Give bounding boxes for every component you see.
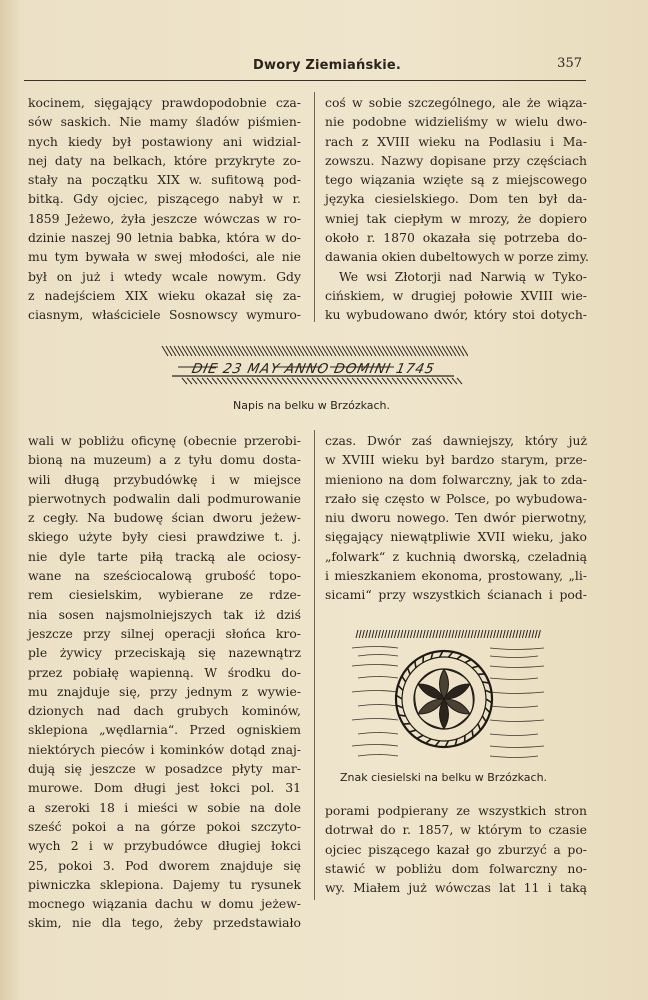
text-line: mu tym bywała w swej młodości, ale nie — [28, 249, 301, 265]
column-bottom-right-upper — [325, 431, 587, 605]
text-line: stawić w pobliżu dom folwarczny no- — [325, 860, 587, 876]
text-line: języka ciesielskiego. Dom ten był da- — [325, 191, 587, 207]
text-line: dzionych nad dach grubych kominów, — [28, 703, 301, 719]
text-line: cińskiem, w drugiej połowie XVIII wie- — [325, 287, 587, 303]
text-line: niu dworu nowego. Ten dwór pierwotny, — [325, 510, 587, 526]
rosette-mark — [396, 651, 492, 747]
text-line: nia sosen najsmolniejszych tak iż dziś — [28, 606, 301, 622]
text-line: bioną na muzeum) a z tyłu domu dosta- — [28, 452, 301, 468]
text-line: 25, pokoi 3. Pod dworem znajduje się — [28, 857, 301, 873]
text-line: tego wiązania wzięte są z miejscowego — [325, 172, 587, 188]
inscription-caption: Napis na belku w Brzózkach. — [233, 399, 391, 412]
text-line: czas. Dwór zaś dawniejszy, który już — [325, 433, 587, 448]
text-line: ojciec piszącego kazał go zburzyć a po- — [325, 841, 587, 857]
text-line: wali w pobliżu oficynę (obecnie przerobi- — [28, 433, 301, 448]
text-line: nie podobne widzieliśmy w wielu dwo- — [325, 114, 587, 130]
text-line: z nadejściem XIX wieku okazał się za- — [28, 287, 301, 303]
text-line: zowszu. Nazwy dopisane przy częściach — [325, 152, 587, 168]
text-line: wych 2 i w przybudówce długiej łokci — [28, 838, 301, 854]
carpenter-mark-caption: Znak ciesielski na belku w Brzózkach. — [340, 771, 548, 784]
text-line: rzało się często w Polsce, po wybudowa- — [325, 490, 587, 506]
text-line: wniej tak ciepłym w mrozy, że dopiero — [325, 210, 587, 226]
inscription-beam-figure — [158, 342, 468, 386]
text-line: piwniczka sklepiona. Dajemy tu rysunek — [28, 876, 301, 892]
text-line: We wsi Złotorji nad Narwią w Tyko- — [339, 268, 587, 284]
text-line: wili długą przybudówkę i w miejsce — [28, 471, 301, 487]
column-top-right — [325, 93, 587, 325]
text-line: stały na początku XIX w. sufitową pod- — [28, 172, 301, 188]
text-line: dują się jeszcze w posadzce płyty mar- — [28, 761, 301, 777]
text-line: ple żywicy przeciskają się nazewnątrz — [28, 645, 301, 661]
text-line: skiego użyte były ciesi prawdziwe t. j. — [28, 529, 301, 545]
text-line: jeszcze przy silnej operacji słońca kro- — [28, 625, 301, 641]
inscription-text: DIE 23 MAY ANNO DOMINI 1745 — [190, 361, 437, 377]
text-line: ku wybudowano dwór, który stoi dotych- — [325, 307, 587, 323]
text-line: pierwotnych podwalin dali podmurowanie — [28, 490, 301, 506]
text-line: kocinem, sięgający prawdopodobnie cza- — [28, 95, 301, 110]
running-title: Dwory Ziemiańskie. — [253, 58, 402, 73]
text-line: około r. 1870 okazała się potrzeba do- — [325, 230, 587, 246]
text-line: wane na sześciocalową grubość topo- — [28, 568, 301, 584]
text-line: sześć pokoi a na górze pokoi szczyto- — [28, 818, 301, 834]
text-line: „folwark“ z kuchnią dworską, czeladnią — [325, 548, 587, 564]
text-line: był on już i wtedy wcale nowym. Gdy — [28, 268, 301, 284]
text-line: sów saskich. Nie mamy śladów piśmien- — [28, 114, 301, 130]
text-line: ciasnym, właściciele Sosnowscy wymuro- — [28, 307, 301, 323]
running-header — [24, 56, 586, 81]
column-divider-top — [314, 92, 315, 322]
text-line: niektórych pieców i kominków dotąd znaj- — [28, 741, 301, 757]
column-bottom-left — [28, 431, 301, 933]
text-line: sklepiona „wędlarnia“. Przed ogniskiem — [28, 722, 301, 738]
text-line: sięgający niewątpliwie XVII wieku, jako — [325, 529, 587, 545]
text-line: przez pobiałę wapienną. W środku do- — [28, 664, 301, 680]
text-line: i mieszkaniem ekonoma, prostowany, „li- — [325, 568, 587, 584]
text-line: bitką. Gdy ojciec, piszącego nabył w r. — [28, 191, 301, 207]
text-line: porami podpierany ze wszystkich stron — [325, 803, 587, 818]
text-line: a szeroki 18 i mieści w sobie na dole — [28, 799, 301, 815]
text-line: wy. Miałem już wówczas lat 11 i taką — [325, 880, 587, 896]
text-line: rach z XVIII wieku na Podlasiu i Ma- — [325, 133, 587, 149]
carpenter-mark-figure — [348, 626, 550, 764]
text-line: mu znajduje się, przy jednym z wywie- — [28, 683, 301, 699]
page-number: 357 — [557, 56, 582, 71]
text-line: nej daty na belkach, które przykryte zo- — [28, 152, 301, 168]
text-line: 1859 Jeżewo, żyła jeszcze wówczas w ro- — [28, 210, 301, 226]
text-line: coś w sobie szczególnego, ale że wiąza- — [325, 95, 587, 110]
text-line: sicami“ przy wszystkich ścianach i pod- — [325, 587, 587, 603]
text-line: w XVIII wieku był bardzo starym, prze- — [325, 452, 587, 468]
text-line: mieniono na dom folwarczny, jak to zda- — [325, 471, 587, 487]
text-line: dotrwał do r. 1857, w którym to czasie — [325, 822, 587, 838]
text-line: skim, nie dla tego, żeby przedstawiało — [28, 915, 301, 931]
column-top-left — [28, 93, 301, 325]
text-line: z cegły. Na budowę ścian dworu jeżew- — [28, 510, 301, 526]
text-line: mocnego wiązania dachu w domu jeżew- — [28, 896, 301, 912]
column-divider-bottom — [314, 430, 315, 900]
text-line: nych kiedy był postawiony ani widzial- — [28, 133, 301, 149]
text-line: rem ciesielskim, wybierane ze rdze- — [28, 587, 301, 603]
text-line: dzinie naszej 90 letnia babka, która w do- — [28, 230, 301, 246]
text-line: nie dyle tarte piłą tracką ale ociosy- — [28, 548, 301, 564]
text-line: murowe. Dom długi jest łokci pol. 31 — [28, 780, 301, 796]
text-line: dawania okien dubeltowych w porze zimy. — [325, 249, 589, 265]
column-bottom-right-lower — [325, 801, 587, 897]
